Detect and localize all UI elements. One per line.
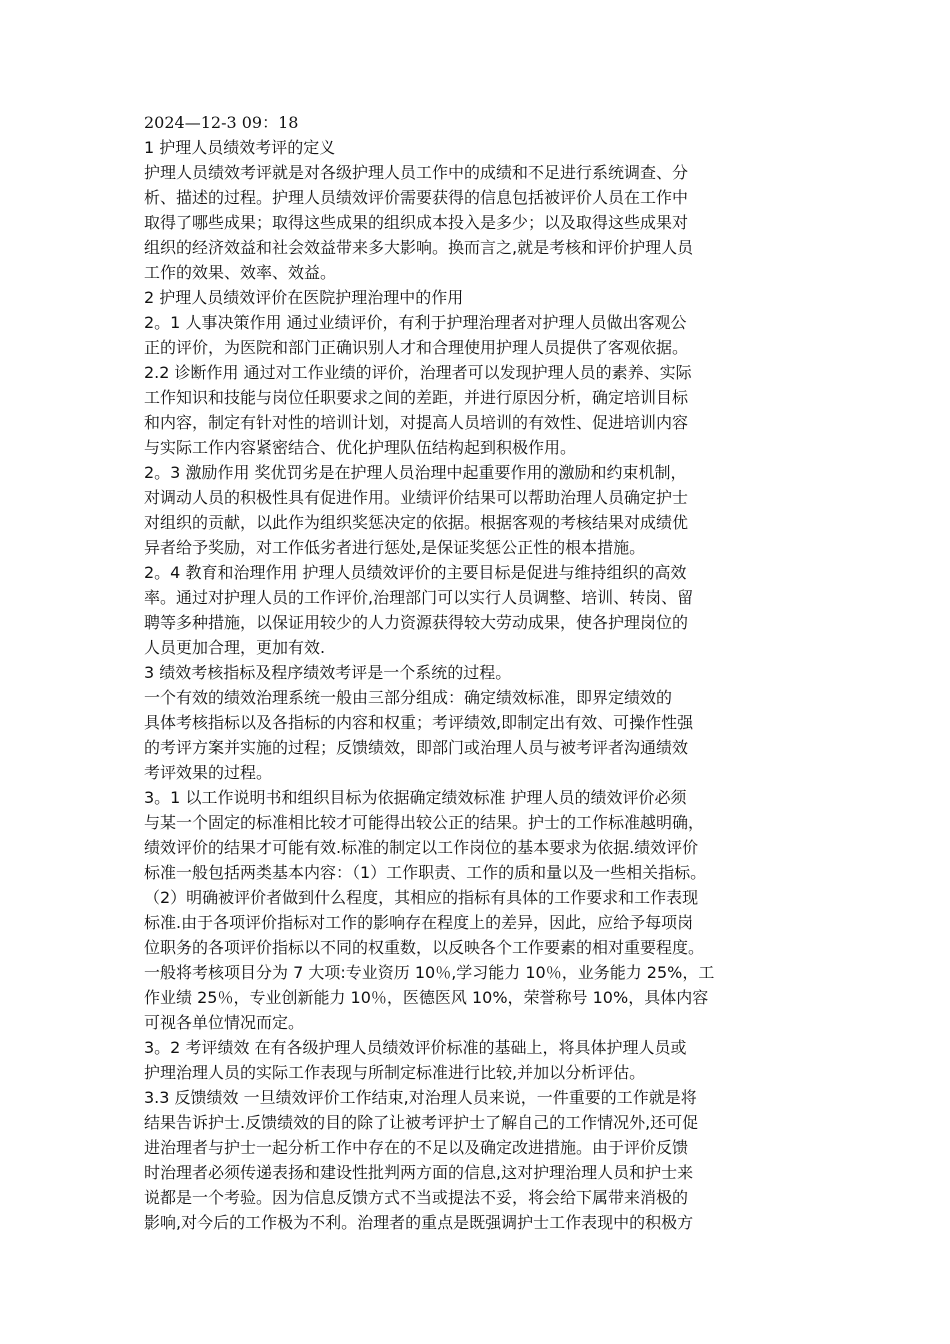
text-line: 结果告诉护士.反馈绩效的目的除了让被考评护士了解自己的工作情况外,还可促 — [144, 1113, 699, 1132]
text-line: 绩效评价的结果才可能有效.标准的制定以工作岗位的基本要求为依据.绩效评价 — [144, 838, 699, 857]
text-line: 对调动人员的积极性具有促进作用。业绩评价结果可以帮助治理人员确定护士 — [144, 488, 689, 507]
text-line: 工作知识和技能与岗位任职要求之间的差距，并进行原因分析，确定培训目标 — [144, 388, 689, 407]
text-line: 时治理者必须传递表扬和建设性批判两方面的信息,这对护理治理人员和护士来 — [144, 1163, 694, 1182]
text-line: 对组织的贡献，以此作为组织奖惩决定的依据。根据客观的考核结果对成绩优 — [144, 513, 689, 532]
text-line: 2 护理人员绩效评价在医院护理治理中的作用 — [144, 288, 464, 307]
document-page — [144, 110, 824, 1235]
text-line: 3。2 考评绩效 在有各级护理人员绩效评价标准的基础上，将具体护理人员或 — [144, 1038, 687, 1057]
text-line: （2）明确被评价者做到什么程度，其相应的指标有具体的工作要求和工作表现 — [144, 888, 699, 907]
text-line: 可视各单位情况而定。 — [144, 1013, 305, 1032]
document-body — [144, 135, 824, 1235]
text-line: 3 绩效考核指标及程序绩效考评是一个系统的过程。 — [144, 663, 512, 682]
text-line: 与实际工作内容紧密结合、优化护理队伍结构起到积极作用。 — [144, 438, 577, 457]
text-line: 取得了哪些成果；取得这些成果的组织成本投入是多少；以及取得这些成果对 — [144, 213, 689, 232]
text-line: 的考评方案并实施的过程；反馈绩效，即部门或治理人员与被考评者沟通绩效 — [144, 738, 689, 757]
text-line: 位职务的各项评价指标以不同的权重数，以反映各个工作要素的相对重要程度。 — [144, 938, 705, 957]
text-line: 2.2 诊断作用 通过对工作业绩的评价，治理者可以发现护理人员的素养、实际 — [144, 363, 692, 382]
text-line: 3.3 反馈绩效 一旦绩效评价工作结束,对治理人员来说，一件重要的工作就是将 — [144, 1088, 697, 1107]
text-line: 2。3 激励作用 奖优罚劣是在护理人员治理中起重要作用的激励和约束机制， — [144, 463, 687, 482]
text-line: 作业绩 25％，专业创新能力 10％，医德医风 10%，荣誉称号 10%，具体内容 — [144, 988, 709, 1007]
text-line: 考评效果的过程。 — [144, 763, 273, 782]
text-line: 析、描述的过程。护理人员绩效评价需要获得的信息包括被评价人员在工作中 — [144, 188, 689, 207]
text-line: 2。4 教育和治理作用 护理人员绩效评价的主要目标是促进与维持组织的高效 — [144, 563, 687, 582]
text-line: 工作的效果、效率、效益。 — [144, 263, 337, 282]
text-line: 聘等多种措施，以保证用较少的人力资源获得较大劳动成果，使各护理岗位的 — [144, 613, 689, 632]
document-date: 2024—12-3 09：18 — [144, 113, 299, 132]
text-line: 进治理者与护士一起分析工作中存在的不足以及确定改进措施。由于评价反馈 — [144, 1138, 689, 1157]
text-line: 异者给予奖励，对工作低劣者进行惩处,是保证奖惩公正性的根本措施。 — [144, 538, 646, 557]
text-line: 具体考核指标以及各指标的内容和权重；考评绩效,即制定出有效、可操作性强 — [144, 713, 694, 732]
text-line: 一般将考核项目分为 7 大项:专业资历 10％,学习能力 10％，业务能力 25%，工 — [144, 963, 715, 982]
text-line: 率。通过对护理人员的工作评价,治理部门可以实行人员调整、培训、转岗、留 — [144, 588, 694, 607]
text-line: 和内容，制定有针对性的培训计划，对提高人员培训的有效性、促进培训内容 — [144, 413, 689, 432]
text-line: 说都是一个考验。因为信息反馈方式不当或提法不妥，将会给下属带来消极的 — [144, 1188, 689, 1207]
text-line: 人员更加合理，更加有效. — [144, 638, 326, 657]
text-line: 标准一般包括两类基本内容：（1）工作职责、工作的质和量以及一些相关指标。 — [144, 863, 707, 882]
text-line: 3。1 以工作说明书和组织目标为依据确定绩效标准 护理人员的绩效评价必须 — [144, 788, 687, 807]
text-line: 与某一个固定的标准相比较才可能得出较公正的结果。护士的工作标准越明确， — [144, 813, 705, 832]
text-line: 一个有效的绩效治理系统一般由三部分组成：确定绩效标准，即界定绩效的 — [144, 688, 673, 707]
text-line: 1 护理人员绩效考评的定义 — [144, 138, 336, 157]
text-line: 影响,对今后的工作极为不利。治理者的重点是既强调护士工作表现中的积极方 — [144, 1213, 694, 1232]
text-line: 组织的经济效益和社会效益带来多大影响。换而言之,就是考核和评价护理人员 — [144, 238, 694, 257]
text-line: 2。1 人事决策作用 通过业绩评价，有利于护理治理者对护理人员做出客观公 — [144, 313, 687, 332]
text-line: 标准.由于各项评价指标对工作的影响存在程度上的差异，因此，应给予每项岗 — [144, 913, 694, 932]
text-line: 正的评价，为医院和部门正确识别人才和合理使用护理人员提供了客观依据。 — [144, 338, 689, 357]
text-line: 护理治理人员的实际工作表现与所制定标准进行比较,并加以分析评估。 — [144, 1063, 646, 1082]
text-line: 护理人员绩效考评就是对各级护理人员工作中的成绩和不足进行系统调查、分 — [144, 163, 689, 182]
